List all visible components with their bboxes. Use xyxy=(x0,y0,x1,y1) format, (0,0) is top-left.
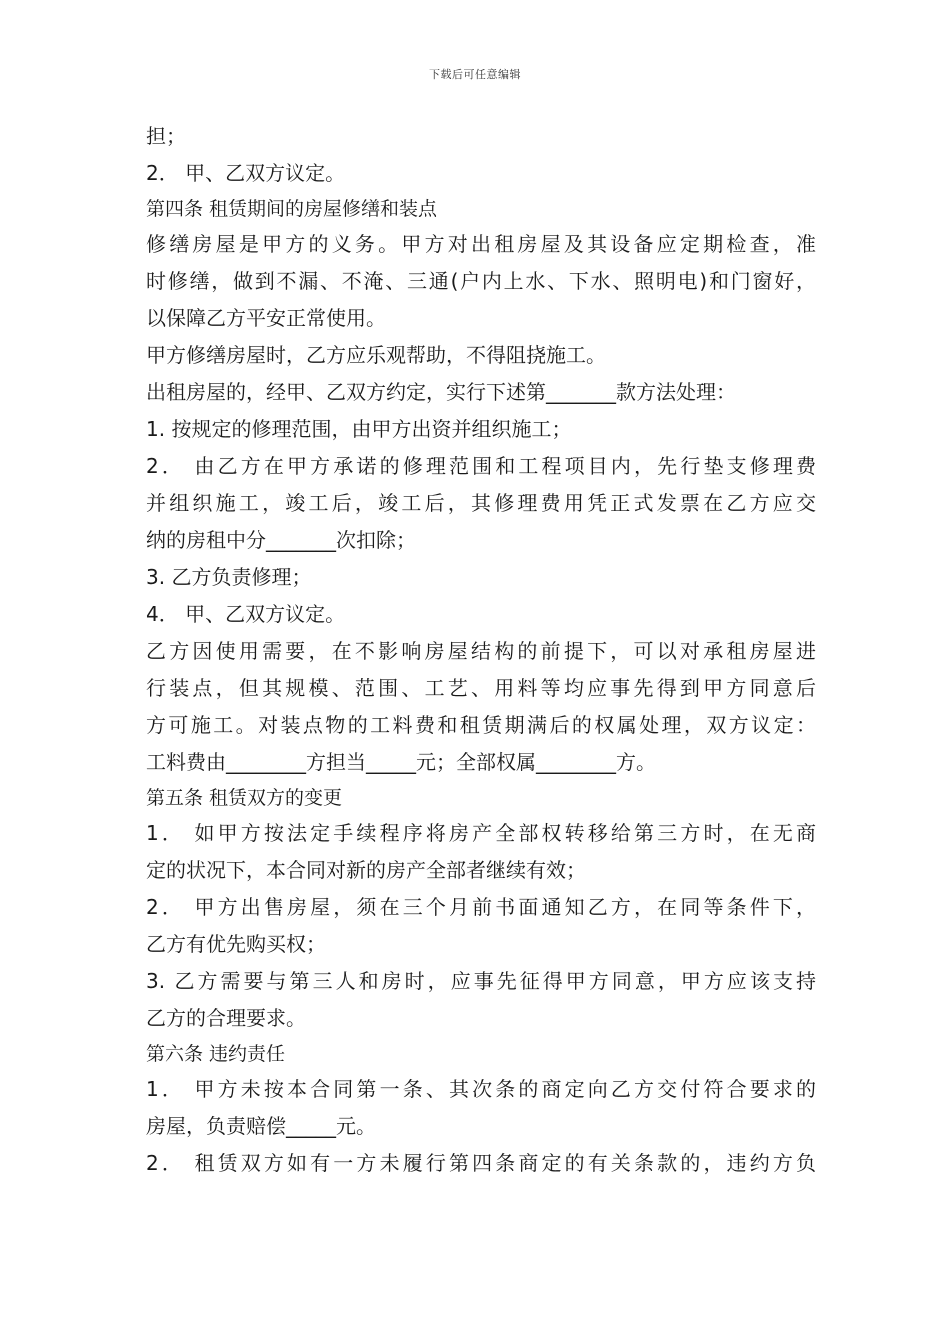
text-line: 纳的房租中分_______次扣除； xyxy=(146,528,416,552)
document-body xyxy=(146,118,816,1182)
text-line: 2． 甲、乙双方议定。 xyxy=(146,161,346,185)
section-heading: 第六条 违约责任 xyxy=(146,1043,286,1065)
text-line: 时修缮，做到不漏、不淹、三通(户内上水、下水、照明电)和门窗好， xyxy=(146,269,816,293)
section-heading: 第五条 租赁双方的变更 xyxy=(146,787,343,809)
text-line: 乙方的合理要求。 xyxy=(146,1006,306,1030)
text-line: 以保障乙方平安正常使用。 xyxy=(146,306,386,330)
text-line: 行装点，但其规模、范围、工艺、用料等均应事先得到甲方同意后 xyxy=(146,676,816,700)
page-header: 下载后可任意编辑 xyxy=(429,68,521,81)
text-line: 修缮房屋是甲方的义务。甲方对出租房屋及其设备应定期检查，准 xyxy=(146,232,816,256)
text-line: 工料费由________方担当_____元；全部权属________方。 xyxy=(146,750,656,774)
text-line: 3. 乙方需要与第三人和房时，应事先征得甲方同意，甲方应该支持 xyxy=(146,969,816,993)
text-line: 2． 租赁双方如有一方未履行第四条商定的有关条款的，违约方负 xyxy=(146,1151,816,1175)
text-line: 乙方有优先购买权； xyxy=(146,932,326,956)
text-line: 出租房屋的，经甲、乙双方约定，实行下述第_______款方法处理： xyxy=(146,380,736,404)
text-line: 乙方因使用需要，在不影响房屋结构的前提下，可以对承租房屋进 xyxy=(146,639,816,663)
text-line: 并组织施工，竣工后，竣工后，其修理费用凭正式发票在乙方应交 xyxy=(146,491,816,515)
text-line: 1． 如甲方按法定手续程序将房产全部权转移给第三方时，在无商 xyxy=(146,821,816,845)
text-line: 甲方修缮房屋时，乙方应乐观帮助，不得阻挠施工。 xyxy=(146,343,606,367)
text-line: 方可施工。对装点物的工料费和租赁期满后的权属处理，双方议定： xyxy=(146,713,816,737)
text-line: 1． 甲方未按本合同第一条、其次条的商定向乙方交付符合要求的 xyxy=(146,1077,816,1101)
text-line: 房屋，负责赔偿_____元。 xyxy=(146,1114,376,1138)
text-line: 4． 甲、乙双方议定。 xyxy=(146,602,346,626)
text-line: 2． 由乙方在甲方承诺的修理范围和工程项目内，先行垫支修理费 xyxy=(146,454,816,478)
text-line: 定的状况下，本合同对新的房产全部者继续有效； xyxy=(146,858,586,882)
text-line: 1. 按规定的修理范围，由甲方出资并组织施工； xyxy=(146,417,572,441)
text-line: 担； xyxy=(146,124,186,148)
section-heading: 第四条 租赁期间的房屋修缮和装点 xyxy=(146,198,438,220)
text-line: 3. 乙方负责修理； xyxy=(146,565,312,589)
text-line: 2． 甲方出售房屋，须在三个月前书面通知乙方，在同等条件下， xyxy=(146,895,816,919)
